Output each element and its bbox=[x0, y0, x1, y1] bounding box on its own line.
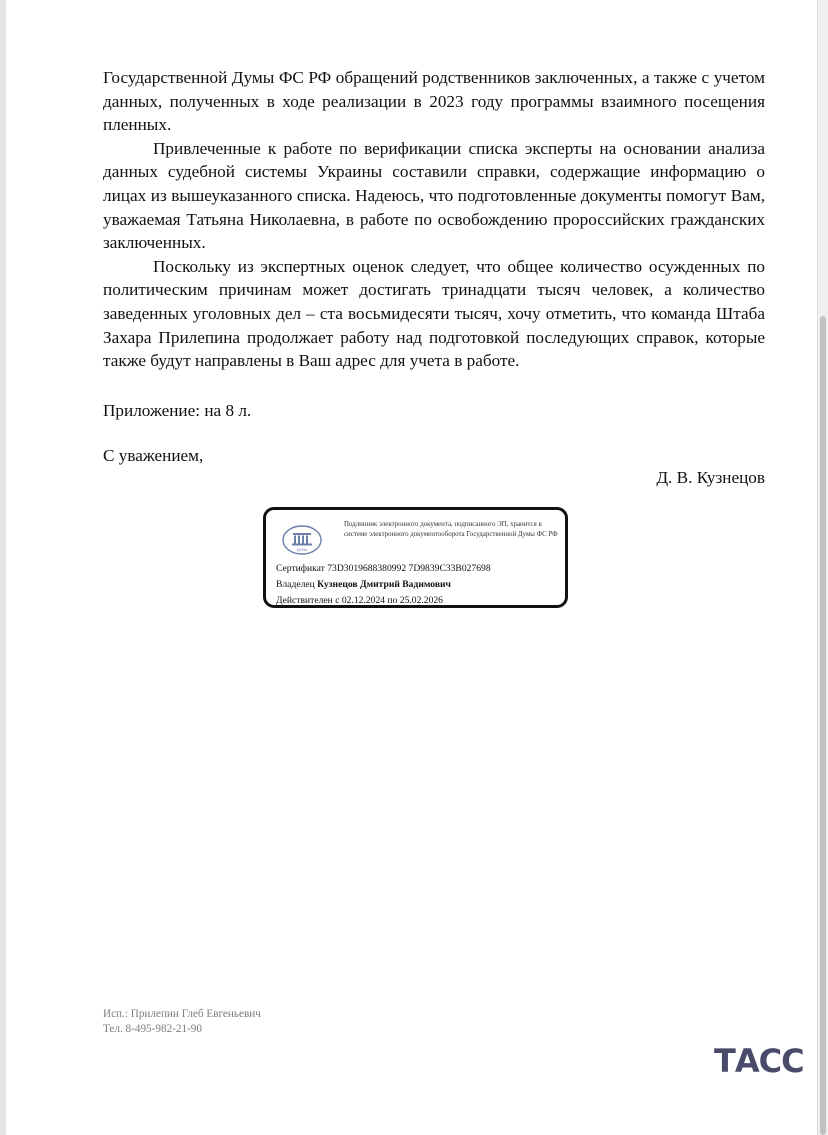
emblem-caption: ДУМА bbox=[296, 548, 308, 552]
letter-paragraph: Привлеченные к работе по верификации списка эксперты на основании анализа данных судебной системы Украины составили справки, содержащие информацию о лицах из вышеуказанного списка. Надеюсь, что подготовленные документы помогут Вам, уважаемая Татьяна Николаевна, в работе по освобождению пророссийских гражданских заключенных. bbox=[103, 138, 765, 253]
stamp-header: Подлинник электронного документа, подписанного ЭП, хранится в системе электронного документооборота Государственной Думы ФС РФ bbox=[344, 521, 558, 539]
valid-from: 02.12.2024 bbox=[341, 595, 386, 606]
electronic-signature-stamp bbox=[263, 507, 568, 608]
valid-label: Действителен с bbox=[276, 595, 340, 606]
executor-name: Исп.: Прилепин Глеб Евгеньевич bbox=[103, 1008, 261, 1020]
scrollbar-thumb[interactable] bbox=[820, 316, 826, 1135]
attachment-note: Приложение: на 8 л. bbox=[103, 401, 252, 420]
vertical-scrollbar[interactable] bbox=[817, 0, 828, 1135]
tass-watermark-logo: ТАСС bbox=[714, 1042, 804, 1080]
owner-value: Кузнецов Дмитрий Вадимович bbox=[317, 579, 451, 590]
letter-paragraph: Государственной Думы ФС РФ обращений родственников заключенных, а также с учетом данных, полученных в ходе реализации в 2023 году программы взаимного посещения пленных. bbox=[103, 68, 765, 135]
valid-to: 25.02.2026 bbox=[399, 595, 443, 606]
signer-name: Д. В. Кузнецов bbox=[656, 468, 765, 487]
certificate-label: Сертификат bbox=[276, 563, 325, 574]
state-duma-emblem-icon bbox=[282, 524, 322, 556]
certificate-row bbox=[276, 563, 491, 575]
executor-info bbox=[103, 1007, 261, 1036]
letter-paragraph: Поскольку из экспертных оценок следует, что общее количество осужденных по политическим причинам может достигать тринадцати тысяч человек, а количество заведенных уголовных дел – ста восьмидесяти тысяч, хочу отметить, что команда Штаба Захара Прилепина продолжает работу над подготовкой последующих справок, которые также будут направлены в Ваш адрес для учета в работе. bbox=[103, 256, 765, 371]
valid-to-label: по bbox=[387, 595, 398, 606]
certificate-value: 73D3019688380992 7D9839C33B027698 bbox=[327, 563, 491, 574]
validity-row bbox=[276, 595, 443, 607]
closing-phrase: С уважением, bbox=[103, 446, 204, 465]
owner-label: Владелец bbox=[276, 579, 315, 590]
owner-row bbox=[276, 579, 451, 591]
letter-body bbox=[103, 66, 765, 373]
executor-phone: Тел. 8-495-982-21-90 bbox=[103, 1022, 202, 1035]
page-left-edge bbox=[0, 0, 6, 1135]
